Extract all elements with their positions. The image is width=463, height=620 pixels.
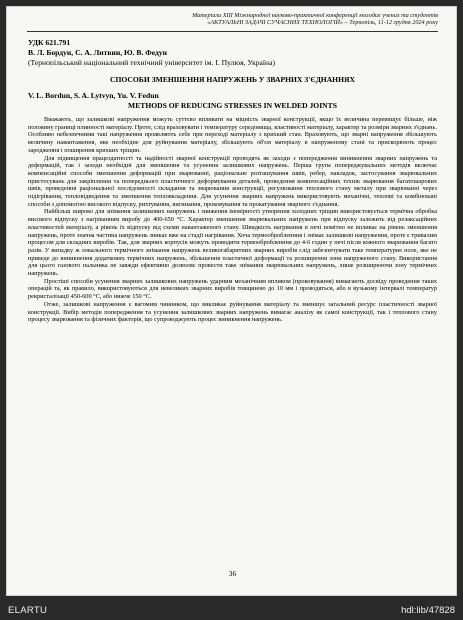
- conference-header: [27, 12, 438, 27]
- paragraph: Найбільш широко для знімання залишкових напружень і зниження імовірності утворення холодних тріщин використовується термічна обробка високого відпуску з нагріванням виробу до 400-650 °С. Характер зменшення зварювальних напружень при відпуску залежить від релаксаційних властивостей матеріалу, а рівень їх відпуску від схеми навантаженого стану. Швидкість нагрівання в печі помітно не впливає на рівень зменшення напружень, проте значна частина напружень зникає вже на стадії нагрівання. Хоча термообробленння і знімає залишкові напруження, проте є тривалим процесом для складних виробів. Так, для зварних корпусів можуть проводити термообробленння до 4-6 годин у печі після кожного зварювання багато разів. У випадку ж локального термічного знімання напружень великогабаритних зварних виробів слід забезпечувати таке температурне поле, яке не приведе до виникнення додаткових термічних напружень, збільшення пластичної деформації та розширення зони напруженого стану. Використання для цього газового пальника не завжди ефективно дозволяє провести таке знімання зварювальних напружень, лише розширюючи зону термічних напружень.: [28, 208, 437, 278]
- viewer-footer-bar: [0, 596, 463, 620]
- document-page: [6, 6, 457, 596]
- authors-ukrainian: В. Л. Бордун, С. А. Литвин, Ю. В. Федун: [28, 48, 168, 57]
- paragraph: Отже, залишкові напруження є вагомим чинником, що викликає руйнування матеріалу та зменшує загальний ресурс пластичності зварної конструкції. Вибір методів попередження та усунення залишкових зварних напружень вимагає аналізу як самої конструкції, так і теплового стану процесу зварювання та фізичних факторів, що супроводжують процес виникнення напружень.: [28, 300, 437, 324]
- authors-english: V. L. Bordun, S. A. Lytvyn, Yu. V. Fedun: [28, 91, 159, 100]
- udk-code: УДК 621.791: [28, 38, 71, 47]
- header-divider: [27, 31, 438, 32]
- article-body: [28, 116, 437, 324]
- paragraph: Для підвищення працездатності та надійності зварної конструкції проводять як заходи з попередження виникнення зварних напружень та деформацій, так і заходи необхідні для зменшення та усунення залишкових напружень. Перша група попереджувальних методів включає компенсаційні способи зменшення деформацій при зварюванні, раціональне розташування швів, ребер, накладок, застосування зварювальних пристосувань для закріплення та попереднього пластичного деформування деталей, проведення компенсаційних технік зварювання багатошарових швів, проведення раціональної послідовності складання та зварювання конструкції, регулювання теплового стану металу при зварюванні через підігрівання, тепловідведення та зменшення тепловкладення. Для усунення зварних напружень використовують механічні, теплові та комбіновані способи з допомогою високого відпуску, рихтування, вигинання, проковування та прокатування зварного з'єднання.: [28, 154, 437, 208]
- title-ukrainian: СПОСОБИ ЗМЕНШЕННЯ НАПРУЖЕНЬ У ЗВАРНИХ З'ЄДНАННЯХ: [110, 75, 355, 84]
- repository-label: ELARTU: [8, 605, 48, 616]
- header-line-2: «АКТУАЛЬНІ ЗАДАЧІ СУЧАСНИХ ТЕХНОЛОГІЙ» – Тернопіль, 11-12 грудня 2024 року: [207, 19, 438, 27]
- paragraph: Вважають, що залишкові напруження можуть суттєво впливати на міцність зварної конструкції, якщо їх величина перевищує більше, ніж половину границі плинності матеріалу. Проте, слід враховувати і температуру середовища, властивості матеріалу, характер та розміри зварних з'єднань. Особливо небезпечними такі напруження проявляють себе при переході матеріалу з крихкий стан. Враховують, що зварні напруження збільшують величину навантаження, яке необхідне для руйнування матеріалу, збільшують об'єм матеріалу в напруженому стані та прискорюють процес зародження і поширення крихких тріщин.: [28, 116, 437, 154]
- handle-link[interactable]: hdl:lib/47828: [401, 605, 455, 616]
- title-english: METHODS OF REDUCING STRESSES IN WELDED JOINTS: [128, 101, 337, 110]
- page-number: 36: [228, 569, 237, 578]
- paragraph: Простіші способи усунення зварних залишкових напружень ударним механічним впливом (проковування) вимагають досвіду проведення таких операцій та, як правило, використовуються для невеликих зварних виробів товщиною до 10 мм і проводяться, або в вузькому інтервалі температур рекристалізації 450-600 °С, або нижче 150 °С.: [28, 277, 437, 301]
- affiliation: (Тернопільський національний технічний університет ім. І. Пулюя, Україна): [28, 58, 275, 67]
- header-line-1: Матеріали XIII Міжнародної науково-практичної конференції молодих учених та студентів: [192, 12, 438, 19]
